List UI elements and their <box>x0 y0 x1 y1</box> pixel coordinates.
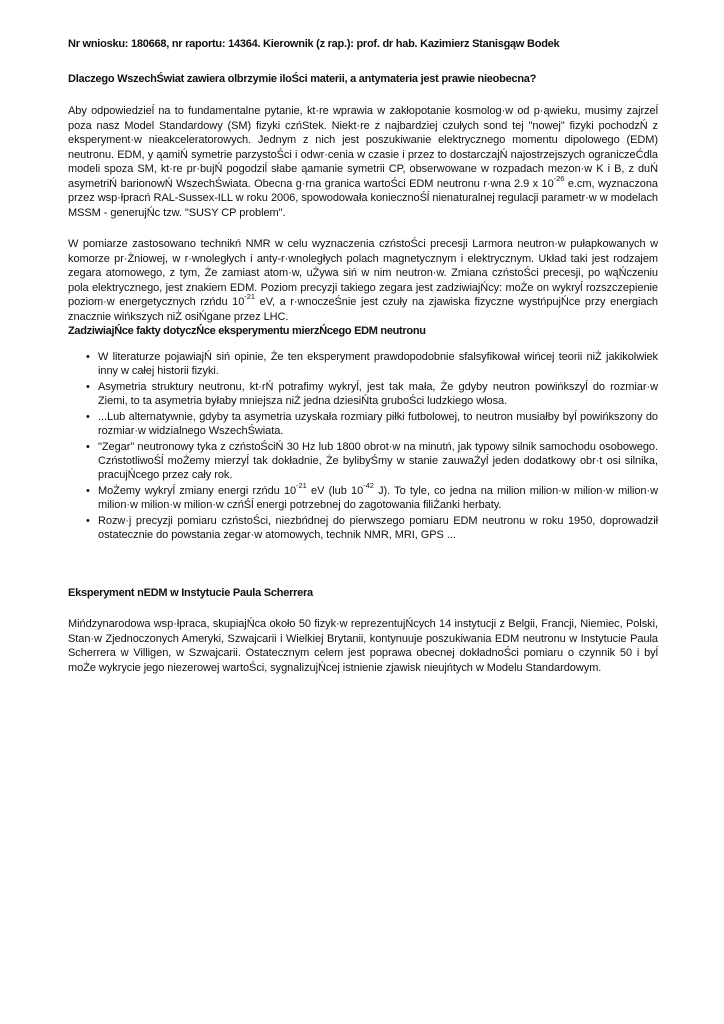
list-item <box>86 350 658 378</box>
bullet-icon: • <box>86 484 90 497</box>
fact-text: "Zegar" neutronowy tyka z czństoŚciŃ 30 Hz lub 1800 obrot·w na minutń, jak typowy silnik samochodu osobowego. CzństotliwoŚĺ moŻemy mierzyĺ tak dokładnie, Że bylibyŚmy w stanie zauwaŻyĺ jeden dodatkowy obr·t osi silnika, pracujŃcego przez cały rok. <box>98 440 658 482</box>
document-title: Dlaczego WszechŚwiat zawiera olbrzymie iloŚci materii, a antymateria jest prawie nieobecna? <box>68 73 537 85</box>
list-item <box>86 380 658 408</box>
method-exponent: -21 <box>244 292 255 302</box>
fact-text: ...Lub alternatywnie, gdyby ta asymetria uzyskała rozmiary piłki futbolowej, to neutron musiałby byĺ powińkszony do rozmiar·w widzialnego WszechŚwiata. <box>98 410 658 438</box>
facts-list <box>68 350 658 542</box>
list-item <box>86 410 658 438</box>
fact-text: Asymetria struktury neutronu, kt·rŃ potrafimy wykryĺ, jest tak mała, Że gdyby neutron powińkszyĺ do rozmiar·w Ziemi, to ta asymetria byłaby mniejsza niŻ jedna dziesiŃta gruboŚci ludzkiego włosa. <box>98 380 658 408</box>
intro-text-b: e.cm, wyznaczona przez wsp·łpracń RAL-Sussex-ILL w roku 2006, spowodowała koniecznoŚĺ nienaturalnej regulacji parametr·w w modelach MSSM - generujŃc tzw. "SUSY CP problem". <box>68 177 658 219</box>
method-text-a: W pomiarze zastosowano technikń NMR w celu wyznaczenia czństoŚci precesji Larmora neutron·w pułapkowanych w komorze pr·Żniowej, w r·wnoległych i anty-r·wnoległych polach magnetycznym i elektrycznym. Układ taki jest rodzajem zegara atomowego, z tym, Że zamiast atom·w, uŻywa siń w nim neutron·w. Zmiana czństoŚci precesji, po wąŃczeniu pola elektrycznego, jest znakiem EDM. Poziom precyzji takiego zegara jest zadziwiajŃcy: moŻe on wykryĺ rozszczepienie poziom·w energetycznych rzńdu 10 <box>68 238 658 308</box>
fact-exponent-2: -42 <box>363 481 374 491</box>
fact-exponent-1: -21 <box>296 481 307 491</box>
fact-text-a: MoŻemy wykryĺ zmiany energi rzńdu 10 <box>98 484 297 497</box>
method-paragraph <box>68 237 658 324</box>
section-title: Eksperyment nEDM w Instytucie Paula Scherrera <box>68 587 313 600</box>
document-page <box>68 36 658 675</box>
report-header: Nr wniosku: 180668, nr raportu: 14364. Kierownik (z rap.): prof. dr hab. Kazimierz Stanisgąw Bodek <box>68 38 560 50</box>
fact-text-c: J). To tyle, co jedna na milion milion·w milion·w milion·w milion·w milion·w milion·w czńŚĺ energi potrzebnej do zagotowania filiŻanki herbaty. <box>98 484 659 512</box>
fact-text: W literaturze pojawiajŃ siń opinie, Że ten eksperyment prawdopodobnie sfalsyfikował wińcej teorii niŻ jakikolwiek inny w całej historii fizyki. <box>98 351 658 378</box>
bullet-icon: • <box>86 440 90 453</box>
collaboration-paragraph: Mińdzynarodowa wsp·łpraca, skupiajŃca około 50 fizyk·w reprezentujŃcych 14 instytucji z Belgii, Francji, Niemiec, Polski, Stan·w Zjednoczonych Ameryki, Szwajcarii i Wielkiej Brytanii, kontynuuje poszukiwania EDM neutronu w Instytucie Paula Scherrera w Villigen, w Szwajcarii. Ostatecznym celem jest poprawa obecnej dokładnoŚci pomiaru o czynnik 50 i byĺ moŻe wykrycie jego niezerowej wartoŚci, sygnalizujŃcej istnienie zjawisk nieujńtych w Modelu Standardowym. <box>68 618 658 674</box>
list-item <box>86 514 658 542</box>
fact-text-b: eV (lub 10 <box>306 484 364 497</box>
intro-paragraph <box>68 104 658 220</box>
fact-text: Rozw·j precyzji pomiaru czństoŚci, niezbńdnej do pierwszego pomiaru EDM neutronu w roku 1950, doprowadził ostatecznie do powstania zegar·w atomowych, technik NMR, MRI, GPS ... <box>98 514 658 541</box>
bullet-icon: • <box>86 514 90 527</box>
bullet-icon: • <box>86 380 90 393</box>
bullet-icon: • <box>86 410 90 423</box>
facts-heading: ZadziwiajŃce fakty dotyczŃce eksperymentu mierzŃcego EDM neutronu <box>68 325 426 337</box>
list-item <box>86 440 658 483</box>
intro-exponent: -26 <box>553 173 565 183</box>
method-text-b: eV, a r·wnoczeŚnie jest czuły na zjawiska fizyczne wystńpujŃce przy energiach znacznie wińkszych niŻ osiŃgane przez LHC. <box>68 296 658 323</box>
list-item <box>86 481 659 512</box>
intro-text-a: Aby odpowiedzieĺ na to fundamentalne pytanie, kt·re wprawia w zakłopotanie kosmolog·w od p·ąwieku, musimy zajrzeĺ poza nasz Model Standardowy (SM) fizyki czńStek. Niekt·re z najbardziej czułych sond tej "nowej" fizyki pochodzŃ z eksperyment·w nieakceleratorowych. Jednym z nich jest poszukiwanie elektrycznego momentu dipolowego (EDM) neutronu. EDM, y ąamiŃ symetrie parzystoŚci i odwr·cenia w czasie i przez to dostarczajŃ najostrzejszych ograniczeĆdla modeli spoza SM, kt·re pr·bujŃ pogodziĺ słabe ąamanie symetrii CP, obserwowane w rozpadach mezon·w K i B, z duŃ asymetriŃ barionowŃ WszechŚwiata. Obecna g·rna granica wartoŚci EDM neutronu r·wna 2.9 x 10 <box>68 105 658 190</box>
bullet-icon: • <box>86 351 90 363</box>
